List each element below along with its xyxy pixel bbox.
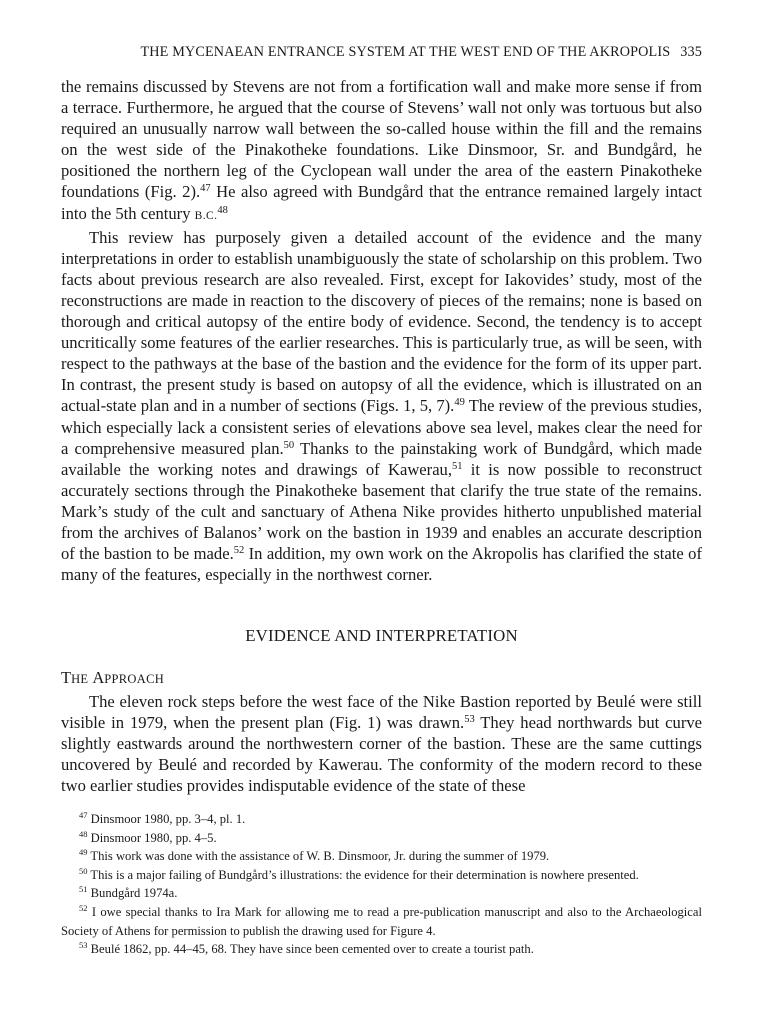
footnote-number: 50 [79, 865, 88, 876]
text-run: The eleven rock steps before the west face of the Nike Bastion reported by Beulé were still visible in 1979, when the present plan (Fig. 1) was drawn. [61, 692, 702, 733]
footnote-number: 51 [79, 884, 88, 895]
text-run: The review of the previous studies, which especially lack a consistent series of elevations above sea level, makes clear the need for a comprehensive measured plan. [61, 396, 702, 458]
footnote-ref-48[interactable]: 48 [217, 204, 228, 216]
footnote-text: Bundgård 1974a. [90, 886, 178, 901]
page-number: 335 [680, 44, 702, 60]
footnote-ref-49[interactable]: 49 [454, 397, 465, 409]
subsection-smallcap: HE [71, 672, 89, 686]
paragraph-2 [61, 227, 702, 586]
footnote-ref-53[interactable]: 53 [464, 714, 475, 726]
approach-text [61, 691, 702, 796]
main-text [61, 76, 702, 585]
footnote-text: This work was done with the assistance of W. B. Dinsmoor, Jr. during the summer of 1979. [90, 849, 550, 864]
footnote-text: Dinsmoor 1980, pp. 4–5. [90, 830, 217, 845]
footnote-ref-47[interactable]: 47 [200, 183, 211, 195]
footnote-text: Dinsmoor 1980, pp. 3–4, pl. 1. [90, 812, 246, 826]
subsection-cap: T [61, 668, 72, 687]
paragraph-3 [61, 691, 702, 796]
paragraph-1 [61, 76, 702, 227]
section-heading: EVIDENCE AND INTERPRETATION [245, 626, 518, 645]
footnote-47 [61, 810, 702, 829]
subsection-smallcap: PPROACH [104, 672, 165, 686]
footnote-ref-50[interactable]: 50 [283, 439, 295, 451]
text-run: the remains discussed by Stevens are not from a fortification wall and make more sense if from a terrace. Furthermore, he argued that the course of Stevens’ wall not only was tortuous but also required an unusually narrow wall between the so-called house within the fill and the remains on the west side of the Pinakotheke foundations. Like Dinsmoor, Sr. and Bundgård, he positioned the northern leg of the Cyclopean wall under the area of the eastern Pinakotheke foundations (Fig. 2). [61, 77, 702, 202]
footnote-52 [61, 903, 702, 940]
text-run: They head northwards but curve slightly eastwards around the northwestern corner of the bastion. These are the same cuttings uncovered by Beulé and recorded by Kawerau. The conformity of the modern record to these two earlier studies provides indisputable evidence of the state of these [61, 713, 703, 796]
footnote-number: 49 [79, 847, 88, 858]
text-run: it is now possible to reconstruct accurately sections through the Pinakotheke basement that clarify the true state of the remains. Mark’s study of the cult and sanctuary of Athena Nike provides hitherto unpublished material from the archives of Balanos’ work on the bastion in 1939 and enables an accurate description of the bastion to be made. [61, 459, 702, 564]
text-run: This review has purposely given a detailed account of the evidence and the many interpretations in order to establish unambiguously the state of scholarship on this problem. Two facts about previous research are also revealed. First, except for Iakovides’ study, most of the reconstructions are made in reaction to the discovery of pieces of the remains; none is based on thorough and critical autopsy of the entire body of evidence. Second, the tendency is to accept uncritically some features of the earlier researches. This is particularly true, as will be seen, with respect to the pathways at the base of the bastion and the evidence for the form of its upper part. In contrast, the present study is based on autopsy of all the evidence, which is illustrated on an actual-state plan and in a number of sections (Figs. 1, 5, 7). [61, 227, 702, 416]
running-head-title: THE MYCENAEAN ENTRANCE SYSTEM AT THE WEST END OF THE AKROPOLIS [140, 44, 671, 60]
footnote-53 [61, 940, 702, 959]
running-head [61, 44, 702, 61]
footnote-ref-52[interactable]: 52 [233, 545, 245, 557]
footnote-number: 53 [79, 940, 88, 951]
footnote-number: 48 [79, 828, 88, 839]
footnote-number: 47 [79, 810, 88, 820]
text-run: Thanks to the painstaking work of Bundgård, which made available the working notes and drawings of Kawerau, [61, 438, 702, 479]
footnote-text: I owe special thanks to Ira Mark for allowing me to read a pre-publication manuscript and also to the Archaeological Society of Athens for permission to publish the drawing used for Figure 4. [61, 904, 702, 938]
subsection-heading [61, 668, 164, 688]
footnote-text: This is a major failing of Bundgård’s illustrations: the evidence for their determination is nowhere presented. [90, 867, 639, 882]
text-run: In addition, my own work on the Akropolis has clarified the state of many of the features, especially in the northwest corner. [61, 544, 702, 585]
footnote-text: Beulé 1862, pp. 44–45, 68. They have since been cemented over to create a tourist path. [90, 942, 534, 957]
footnote-number: 52 [79, 902, 88, 913]
footnote-49 [61, 847, 702, 866]
footnotes [61, 810, 702, 959]
text-run: He also agreed with Bundgård that the entrance remained largely intact into the 5th century [61, 182, 702, 223]
subsection-cap: A [92, 668, 105, 687]
footnote-51 [61, 884, 702, 903]
footnote-50 [61, 866, 702, 885]
footnote-48 [61, 829, 702, 848]
era-abbreviation: B.C. [194, 209, 218, 222]
footnote-ref-51[interactable]: 51 [452, 460, 463, 472]
